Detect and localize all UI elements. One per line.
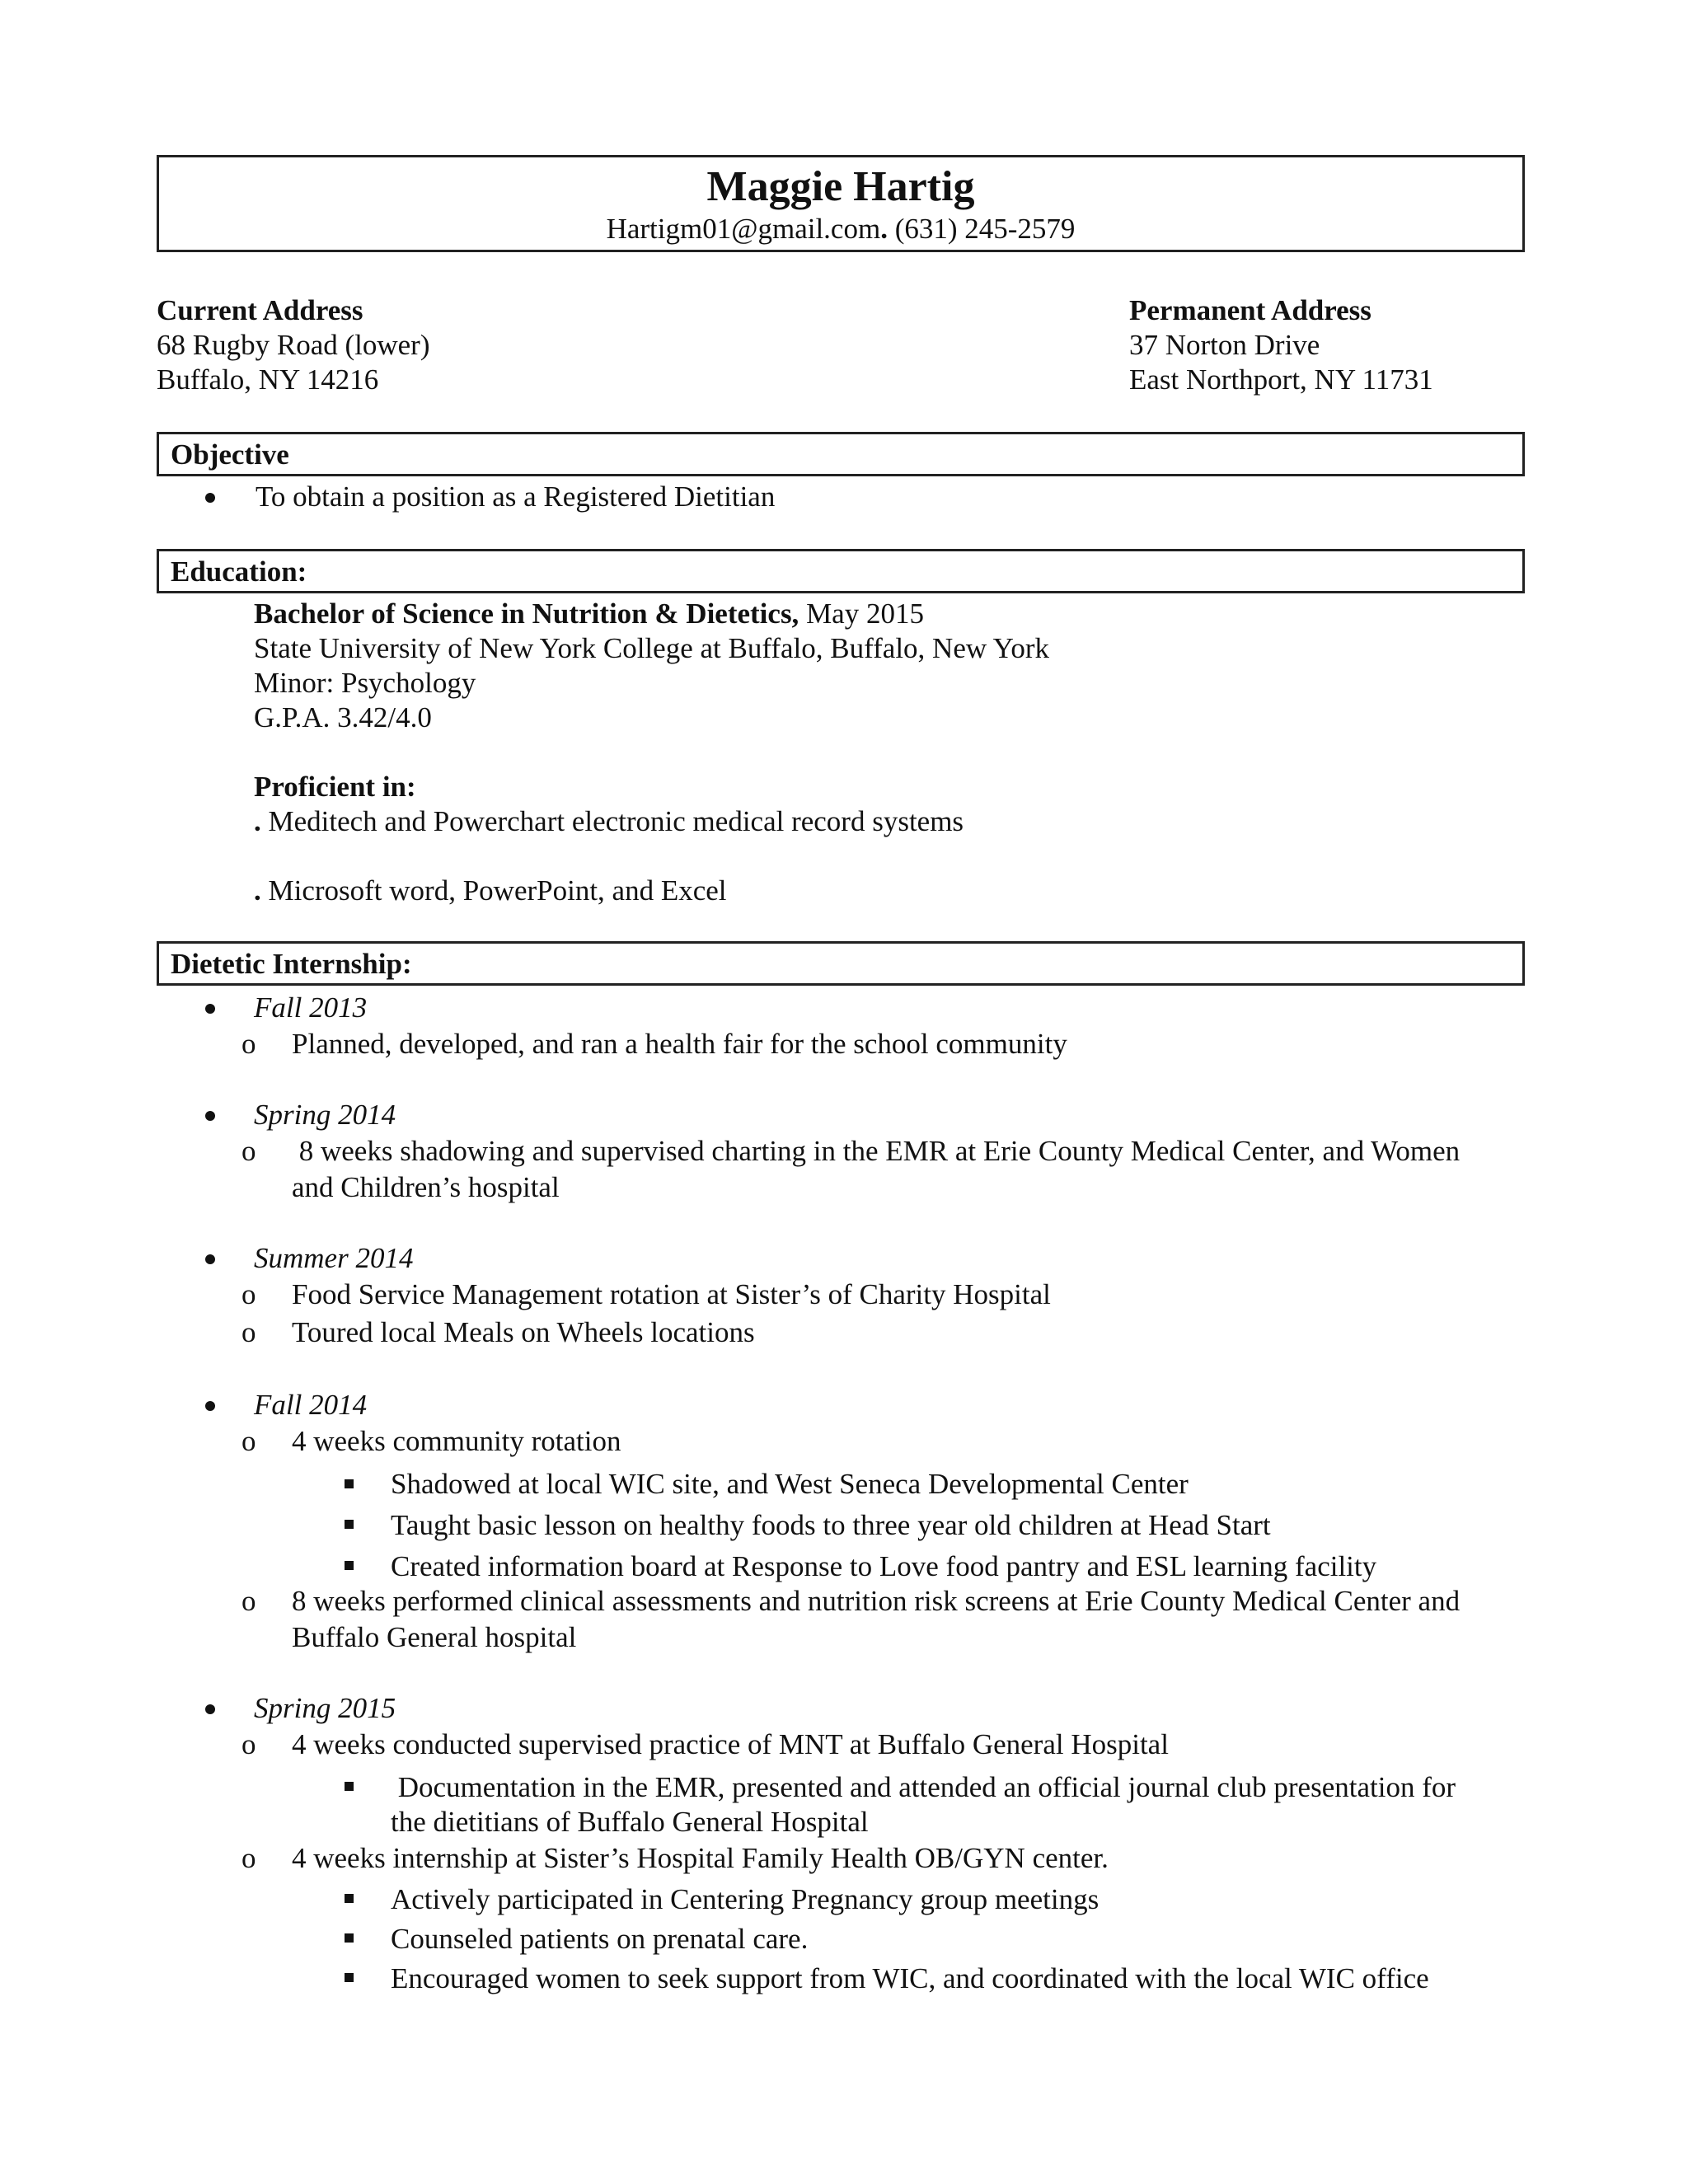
- circle-bullet-icon: o: [241, 1842, 256, 1874]
- gpa: G.P.A. 3.42/4.0: [254, 701, 432, 733]
- bullet-icon: [205, 1111, 215, 1121]
- proficient-title: Proficient in:: [254, 771, 416, 803]
- fall2014-subitem-1: Shadowed at local WIC site, and West Seneca Developmental Center: [391, 1468, 1189, 1500]
- objective-title: Objective: [171, 438, 289, 471]
- degree-date: May 2015: [806, 598, 924, 630]
- square-bullet-icon: [345, 1520, 354, 1529]
- spring2015-subitem-2: Actively participated in Centering Pregnancy group meetings: [391, 1883, 1100, 1915]
- contact-line: [159, 212, 1522, 246]
- bullet-icon: [205, 1401, 215, 1411]
- fall2014-subitem-2: Taught basic lesson on healthy foods to three year old children at Head Start: [391, 1509, 1271, 1541]
- circle-bullet-icon: o: [241, 1728, 256, 1760]
- phone: (631) 245-2579: [894, 213, 1076, 245]
- spring2015-subitem-1-line2: the dietitians of Buffalo General Hospital: [391, 1806, 869, 1838]
- circle-bullet-icon: o: [241, 1278, 256, 1310]
- education-section-header: [157, 549, 1525, 593]
- summer2014-item-1: Food Service Management rotation at Sister’s of Charity Hospital: [292, 1278, 1051, 1310]
- circle-bullet-icon: o: [241, 1316, 256, 1348]
- internship-section-header: [157, 941, 1525, 986]
- term-fall-2013: Fall 2013: [254, 991, 368, 1024]
- degree: Bachelor of Science in Nutrition & Dietetics,: [254, 598, 799, 630]
- current-address-line2: Buffalo, NY 14216: [157, 363, 379, 396]
- objective-section-header: [157, 432, 1525, 476]
- candidate-name: Maggie Hartig: [706, 163, 975, 210]
- proficient-item-1: . Meditech and Powerchart electronic medical record systems: [254, 805, 964, 837]
- degree-line: [254, 597, 924, 631]
- spring2014-item-1-line2: and Children’s hospital: [292, 1171, 560, 1203]
- term-summer-2014: Summer 2014: [254, 1242, 414, 1274]
- header-box: [157, 155, 1525, 252]
- spring2015-item-2: 4 weeks internship at Sister’s Hospital Family Health OB/GYN center.: [292, 1842, 1109, 1874]
- fall2014-item-2-line2: Buffalo General hospital: [292, 1621, 577, 1653]
- term-spring-2015: Spring 2015: [254, 1692, 396, 1724]
- education-title: Education:: [171, 555, 307, 588]
- circle-bullet-icon: o: [241, 1425, 256, 1457]
- spring2015-item-1: 4 weeks conducted supervised practice of MNT at Buffalo General Hospital: [292, 1728, 1169, 1760]
- square-bullet-icon: [345, 1973, 354, 1982]
- term-fall-2014: Fall 2014: [254, 1389, 368, 1421]
- fall2014-item-1: 4 weeks community rotation: [292, 1425, 621, 1457]
- permanent-address-heading: Permanent Address: [1129, 294, 1372, 326]
- square-bullet-icon: [345, 1561, 354, 1570]
- bullet-icon: [205, 1004, 215, 1014]
- spring2015-subitem-4: Encouraged women to seek support from WIC, and coordinated with the local WIC office: [391, 1962, 1429, 1994]
- minor: Minor: Psychology: [254, 667, 476, 699]
- permanent-address-line2: East Northport, NY 11731: [1129, 363, 1433, 396]
- current-address-line1: 68 Rugby Road (lower): [157, 329, 430, 361]
- fall2013-item-1: Planned, developed, and ran a health fair for the school community: [292, 1028, 1067, 1060]
- square-bullet-icon: [345, 1894, 354, 1903]
- internship-title: Dietetic Internship:: [171, 948, 412, 980]
- summer2014-item-2: Toured local Meals on Wheels locations: [292, 1316, 755, 1348]
- spring2015-subitem-1-line1: Documentation in the EMR, presented and attended an official journal club presentation for: [391, 1771, 1456, 1803]
- fall2014-item-2-line1: 8 weeks performed clinical assessments and nutrition risk screens at Erie County Medical Center and: [292, 1585, 1461, 1617]
- square-bullet-icon: [345, 1479, 354, 1488]
- bullet-icon: [205, 1254, 215, 1264]
- fall2014-subitem-3: Created information board at Response to Love food pantry and ESL learning facility: [391, 1550, 1377, 1582]
- square-bullet-icon: [345, 1782, 354, 1791]
- proficient-item-2: . Microsoft word, PowerPoint, and Excel: [254, 874, 727, 907]
- current-address-heading: Current Address: [157, 294, 363, 326]
- spring2015-subitem-3: Counseled patients on prenatal care.: [391, 1923, 809, 1955]
- circle-bullet-icon: o: [241, 1028, 256, 1060]
- bullet-icon: [205, 493, 215, 503]
- circle-bullet-icon: o: [241, 1585, 256, 1617]
- spring2014-item-1-line1: 8 weeks shadowing and supervised charting in the EMR at Erie County Medical Center, and Women: [292, 1135, 1461, 1167]
- school: State University of New York College at Buffalo, Buffalo, New York: [254, 632, 1050, 664]
- bullet-icon: [205, 1704, 215, 1714]
- permanent-address-line1: 37 Norton Drive: [1129, 329, 1320, 361]
- square-bullet-icon: [345, 1933, 354, 1943]
- email: Hartigm01@gmail.com: [606, 213, 881, 245]
- term-spring-2014: Spring 2014: [254, 1099, 396, 1131]
- circle-bullet-icon: o: [241, 1135, 256, 1167]
- contact-separator: .: [880, 213, 888, 245]
- objective-item: To obtain a position as a Registered Dietitian: [256, 480, 776, 513]
